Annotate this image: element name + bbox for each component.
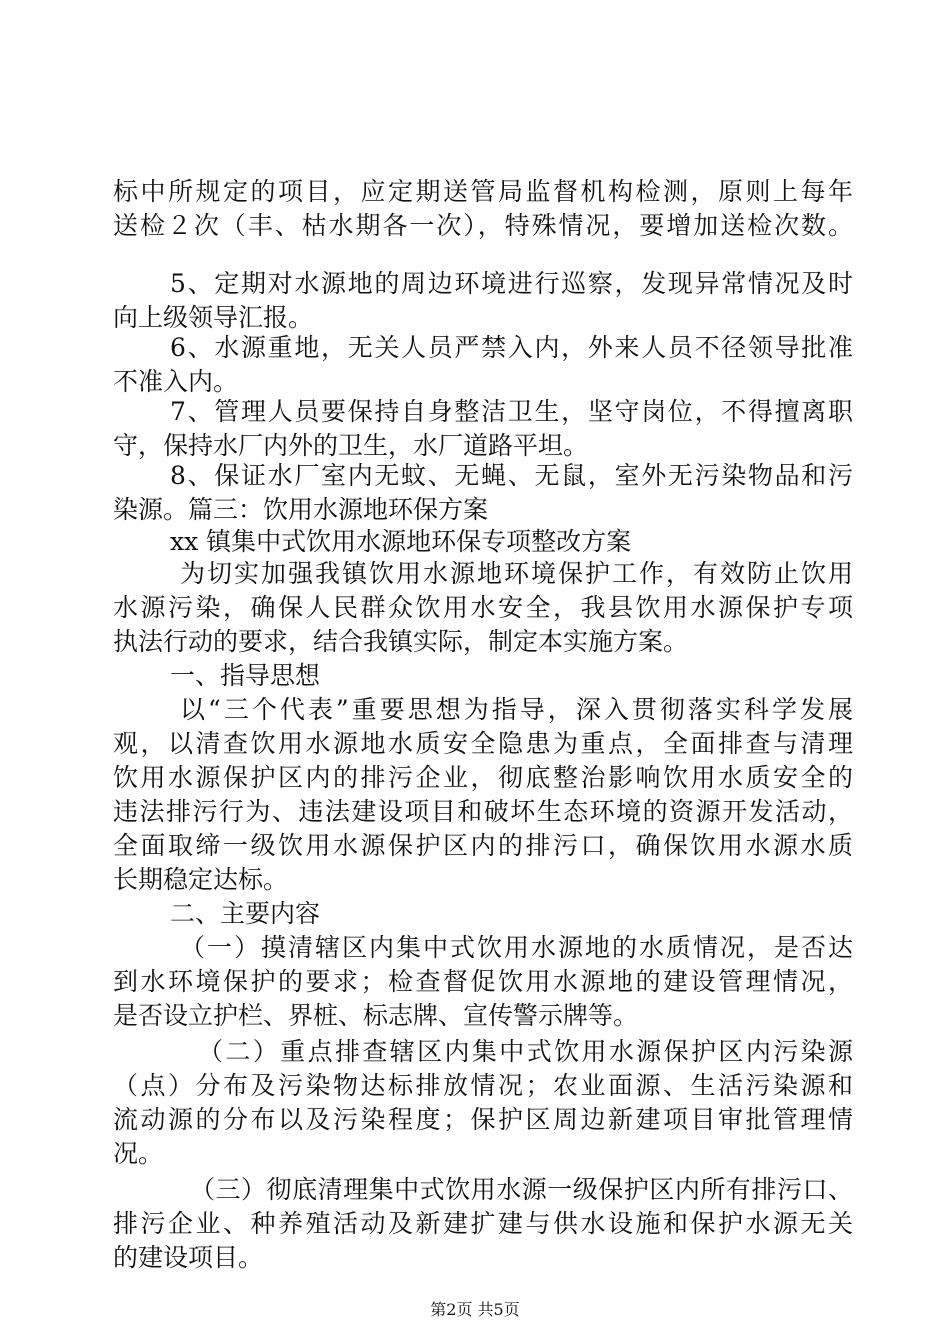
text-line: 5、定期对水源地的周边环境进行巡察，发现异常情况及时 xyxy=(170,269,853,298)
text-line: 到水环境保护的要求；检查督促饮用水源地的建设管理情况， xyxy=(113,967,853,996)
text-line: 是否设立护栏、界桩、标志牌、宣传警示牌等。 xyxy=(113,1001,639,1030)
text-line: 8、保证水厂室内无蚊、无蝇、无鼠，室外无污染物品和污 xyxy=(170,461,853,490)
text-line: 染源。篇三：饮用水源地环保方案 xyxy=(113,495,489,524)
text-line: 不准入内。 xyxy=(113,367,239,396)
text-line: 标中所规定的项目，应定期送管局监督机构检测，原则上每年 xyxy=(113,177,853,206)
text-line: （三）彻底清理集中式饮用水源一级保护区内所有排污口、 xyxy=(190,1175,853,1204)
section-title: xx 镇集中式饮用水源地环保专项整改方案 xyxy=(170,527,632,556)
text-line: 饮用水源保护区内的排污企业，彻底整治影响饮用水质安全的 xyxy=(113,763,853,792)
text-line: 观，以清查饮用水源地水质安全隐患为重点，全面排查与清理 xyxy=(113,729,853,758)
text-line: 守，保持水厂内外的卫生，水厂道路平坦。 xyxy=(113,431,589,460)
text-line: 全面取缔一级饮用水源保护区内的排污口，确保饮用水源水质 xyxy=(113,831,853,860)
text-line: （一）摸清辖区内集中式饮用水源地的水质情况，是否达 xyxy=(180,933,853,962)
text-line: 水源污染，确保人民群众饮用水安全，我县饮用水源保护专项 xyxy=(113,593,853,622)
text-line: 为切实加强我镇饮用水源地环境保护工作，有效防止饮用 xyxy=(180,559,853,588)
text-line: 6、水源重地，无关人员严禁入内，外来人员不径领导批准 xyxy=(170,333,853,362)
text-line: 执法行动的要求，结合我镇实际，制定本实施方案。 xyxy=(113,627,689,656)
text-line: 排污企业、种养殖活动及新建扩建与供水设施和保护水源无关 xyxy=(113,1209,853,1238)
text-line: （二）重点排查辖区内集中式饮用水源保护区内污染源 xyxy=(198,1037,853,1066)
page-number-footer: 第2页 共5页 xyxy=(430,1300,520,1319)
text-line: 况。 xyxy=(113,1139,164,1168)
text-line: 流动源的分布以及污染程度；保护区周边新建项目审批管理情 xyxy=(113,1105,853,1134)
section-heading: 二、主要内容 xyxy=(170,899,321,928)
text-line: 送检２次（丰、枯水期各一次），特殊情况，要增加送检次数。 xyxy=(113,211,853,240)
text-line: 长期稳定达标。 xyxy=(113,865,289,894)
text-line: 违法排污行为、违法建设项目和破坏生态环境的资源开发活动， xyxy=(113,797,853,826)
text-line: 向上级领导汇报。 xyxy=(113,303,314,332)
text-line: （点）分布及污染物达标排放情况；农业面源、生活污染源和 xyxy=(113,1071,853,1100)
text-line: 7、管理人员要保持自身整洁卫生，坚守岗位，不得擅离职 xyxy=(170,397,853,426)
section-heading: 一、指导思想 xyxy=(170,661,321,690)
text-line: 以“三个代表”重要思想为指导，深入贯彻落实科学发展 xyxy=(180,695,853,724)
text-line: 的建设项目。 xyxy=(113,1243,264,1272)
